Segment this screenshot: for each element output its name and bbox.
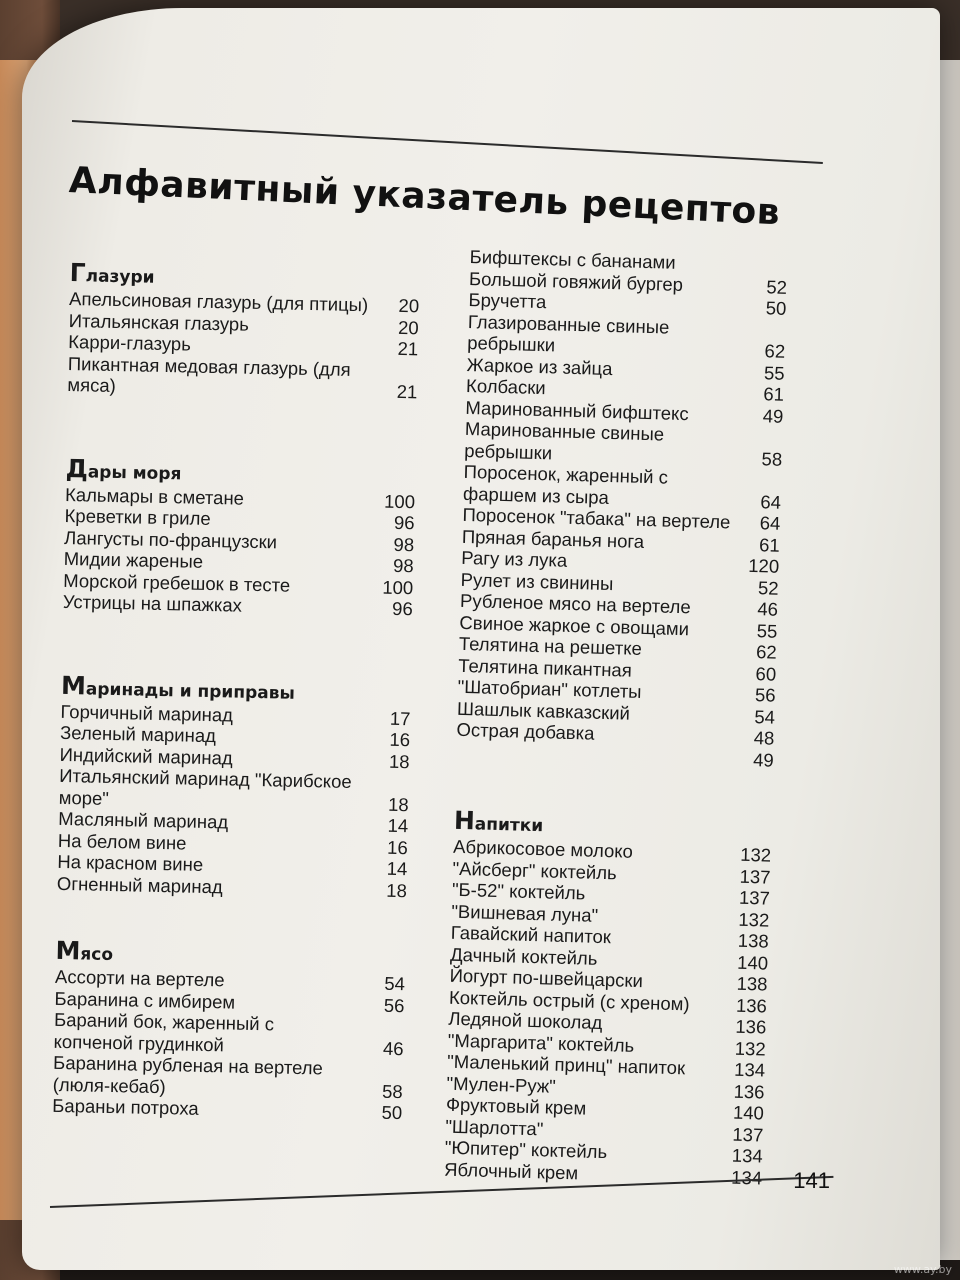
entry-page: 46 xyxy=(382,1037,404,1059)
entry-page: 138 xyxy=(736,972,768,995)
entry-page: 132 xyxy=(734,1037,766,1060)
entry-page: 54 xyxy=(384,972,406,995)
entry-page: 137 xyxy=(732,1123,764,1146)
index-section xyxy=(57,672,412,901)
entry-page: 48 xyxy=(753,727,775,749)
entry-name: Ассорти на вертеле xyxy=(54,965,225,991)
entry-name: Дачный коктейль xyxy=(449,943,598,969)
entry-name: Бручетта xyxy=(468,288,547,313)
entry-name: Телятина на решетке xyxy=(458,632,643,659)
entry-name: Бифштексы с бананами xyxy=(469,246,676,273)
entry-page: 137 xyxy=(738,886,771,909)
entry-page: 50 xyxy=(765,297,787,319)
entry-page: 61 xyxy=(763,383,785,405)
entry-page: 52 xyxy=(766,275,788,298)
entry-page: 134 xyxy=(731,1144,763,1167)
entry-page: 16 xyxy=(389,728,411,751)
entry-name: Мидии жареные xyxy=(63,547,204,572)
entry-name: Масляный маринад xyxy=(58,807,229,833)
entry-name: Большой говяжий бургер xyxy=(468,267,684,295)
book-page xyxy=(22,8,940,1270)
entry-page: 60 xyxy=(755,662,777,685)
entry-name: Поросенок "табака" на вертеле xyxy=(462,503,731,533)
entry-page: 62 xyxy=(764,340,786,362)
entry-page: 100 xyxy=(382,576,414,598)
entry-name: Карри-глазурь xyxy=(68,330,192,355)
entry-name: Ледяной шоколад xyxy=(448,1007,603,1033)
entry-page: 134 xyxy=(733,1058,766,1081)
entry-page: 55 xyxy=(756,619,778,642)
entry-name: Горчичный маринад xyxy=(60,700,234,726)
entry-page: 61 xyxy=(758,533,781,556)
section-rest: апитки xyxy=(474,814,544,837)
entry-page: 58 xyxy=(381,1080,403,1102)
entry-name: "Маргарита" коктейль xyxy=(447,1029,635,1056)
entry-page: 56 xyxy=(754,684,776,706)
index-section xyxy=(67,260,420,403)
entry-page: 64 xyxy=(759,512,781,534)
section-rest: аринады и приправы xyxy=(85,678,296,704)
entry-name: Коктейль острый (с хреном) xyxy=(448,986,690,1014)
entry-page: 140 xyxy=(736,951,769,974)
entry-page: 62 xyxy=(755,641,778,663)
entry-name: "Б-52" коктейль xyxy=(451,878,586,904)
section-initial: М xyxy=(60,670,87,700)
index-entry xyxy=(53,1052,404,1102)
entry-name: Рубленое мясо на вертеле xyxy=(459,589,691,618)
entry-page: 136 xyxy=(735,1015,767,1038)
entry-page: 96 xyxy=(393,511,415,534)
entry-page: 20 xyxy=(397,316,419,338)
entry-page: 20 xyxy=(398,294,420,317)
right-column xyxy=(444,246,788,1189)
entry-name: Шашлык кавказский xyxy=(456,697,631,724)
index-section-continued xyxy=(456,246,788,771)
entry-name: Лангусты по-французски xyxy=(63,526,278,552)
section-gap xyxy=(61,612,412,679)
entry-page: 18 xyxy=(387,793,409,815)
entry-name: Йогурт по-швейцарски xyxy=(449,964,644,992)
entry-name: Морской гребешок в тесте xyxy=(63,569,291,596)
entry-name: Глазированные свиные ребрышки xyxy=(467,310,670,356)
entry-name: Бараний бок, жаренный с копченой грудинкой xyxy=(53,1008,275,1055)
entry-name: Поросенок, жаренный с фаршем из сыра xyxy=(462,460,669,508)
entry-name: Рулет из свинины xyxy=(460,568,614,594)
entry-page: 140 xyxy=(732,1101,765,1124)
section-initial: Н xyxy=(453,805,476,836)
page-number: 141 xyxy=(793,1168,830,1193)
entry-page: 120 xyxy=(748,554,780,577)
entry-page: 21 xyxy=(396,380,418,403)
entry-name: Гавайский напиток xyxy=(450,921,612,948)
entry-name: "Айсберг" коктейль xyxy=(452,857,617,883)
entry-page: 64 xyxy=(760,490,782,513)
entry-name: Зеленый маринад xyxy=(59,721,217,747)
watermark: www.ay.by xyxy=(893,1263,952,1276)
entry-page: 50 xyxy=(381,1101,403,1124)
entry-page: 49 xyxy=(762,404,784,427)
entry-page: 54 xyxy=(754,705,776,728)
entry-name: Апельсиновая глазурь (для птицы) xyxy=(68,287,369,316)
entry-name: Кальмары в сметане xyxy=(64,483,245,509)
section-gap xyxy=(66,395,417,462)
entry-name: "Маленький принц" напиток xyxy=(446,1050,686,1079)
entry-page: 137 xyxy=(739,865,771,888)
entry-page: 52 xyxy=(757,576,779,599)
entry-page: 100 xyxy=(383,490,416,512)
entry-name: Телятина пикантная xyxy=(458,654,633,681)
entry-name: На белом вине xyxy=(57,829,187,854)
index-entry xyxy=(59,765,410,815)
top-rule xyxy=(72,120,823,164)
entry-name: Фруктовый крем xyxy=(445,1093,587,1119)
entry-page: 21 xyxy=(397,337,419,360)
left-column xyxy=(52,260,420,1124)
entry-page: 98 xyxy=(392,554,414,577)
entry-name: На красном вине xyxy=(57,850,204,875)
entry-name: "Шарлотта" xyxy=(445,1115,544,1139)
entry-name: Креветки в гриле xyxy=(64,504,211,530)
entry-page: 16 xyxy=(386,836,408,858)
entry-name: "Шатобриан" котлеты xyxy=(457,675,642,702)
entry-page: 138 xyxy=(737,929,770,952)
entry-page: 18 xyxy=(386,879,408,901)
entry-name: Баранина с имбирем xyxy=(54,987,236,1013)
section-gap xyxy=(56,894,407,945)
section-initial: М xyxy=(55,935,81,966)
index-entry xyxy=(67,352,418,402)
entry-name: Пикантная медовая глазурь (для мяса) xyxy=(67,352,351,396)
bottom-rule xyxy=(50,1176,833,1208)
index-section xyxy=(443,805,772,1189)
section-initial: Д xyxy=(65,453,89,483)
section-rest: лазури xyxy=(85,266,155,288)
entry-name: Бараньи потроха xyxy=(52,1094,199,1119)
entry-name: Итальянская глазурь xyxy=(68,309,250,335)
page-title: Алфавитный указатель рецептов xyxy=(68,160,781,234)
entry-page: 136 xyxy=(735,994,768,1017)
entry-name: Острая добавка xyxy=(456,718,595,744)
entry-page: 14 xyxy=(386,857,408,880)
entry-name: Маринованные свиные ребрышки xyxy=(464,417,665,463)
index-entry xyxy=(53,1009,404,1059)
entry-page: 98 xyxy=(393,533,415,555)
entry-name: "Вишневая луна" xyxy=(451,900,599,926)
entry-page: 134 xyxy=(730,1166,763,1189)
entry-name: Индийский маринад xyxy=(59,743,233,769)
entry-page: 136 xyxy=(733,1080,765,1103)
entry-name: Маринованный бифштекс xyxy=(465,396,689,424)
entry-name: "Юпитер" коктейль xyxy=(444,1136,608,1163)
entry-page: 132 xyxy=(739,843,772,866)
entry-page: 56 xyxy=(383,994,405,1016)
entry-name: Устрицы на шпажках xyxy=(62,590,243,616)
entry-name: Пряная баранья нога xyxy=(461,525,645,552)
entry-name: "Мулен-Руж" xyxy=(446,1072,557,1097)
entry-page: 18 xyxy=(388,750,410,772)
entry-page: 132 xyxy=(738,908,770,931)
entry-name: Свиное жаркое с овощами xyxy=(459,611,690,639)
entry-name: Огненный маринад xyxy=(56,872,223,897)
section-rest: ары моря xyxy=(87,461,182,484)
entry-name: Рагу из лука xyxy=(461,546,568,571)
entry-name: Яблочный крем xyxy=(443,1158,579,1183)
entry-page: 46 xyxy=(757,598,779,620)
entry-name: Колбаски xyxy=(465,374,546,399)
entry-name: Итальянский маринад "Карибское море" xyxy=(58,764,352,809)
entry-name: Жаркое из зайца xyxy=(466,353,613,379)
section-rest: ясо xyxy=(80,944,114,966)
entry-name: Баранина рубленая на вертеле (люля-кебаб) xyxy=(52,1051,324,1097)
entry-page: 17 xyxy=(389,707,411,729)
entry-page: 58 xyxy=(761,447,783,470)
entry-page: 49 xyxy=(752,748,775,771)
entry-page: 96 xyxy=(391,597,413,620)
index-section xyxy=(52,935,406,1124)
entry-name: Абрикосовое молоко xyxy=(452,835,634,862)
index-section xyxy=(63,455,416,619)
entry-page: 55 xyxy=(763,361,785,384)
section-initial: Г xyxy=(69,258,86,288)
entry-page: 14 xyxy=(387,814,409,837)
